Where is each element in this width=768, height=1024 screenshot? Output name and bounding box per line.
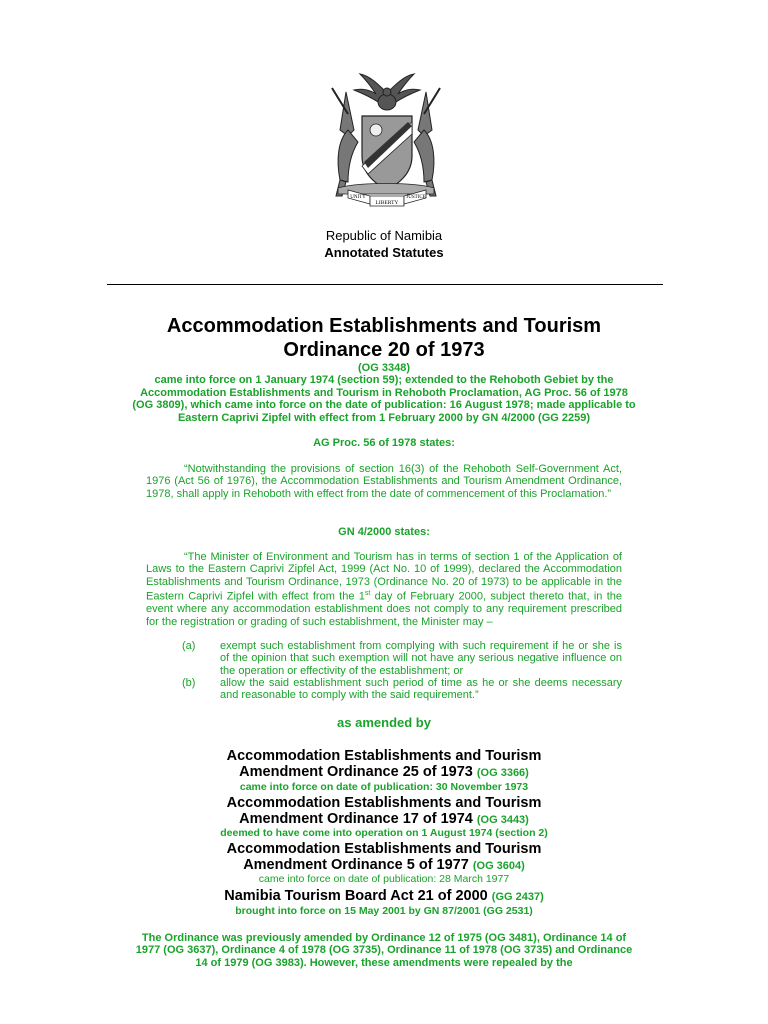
commencement-line: Eastern Caprivi Zipfel with effect from 1 February 2000 by GN 4/2000 (GG 2259) [177,411,591,424]
as-amended-heading: as amended by [337,715,431,730]
ag-proc-heading: AG Proc. 56 of 1978 states: [313,437,455,449]
svg-text:JUSTICE: JUSTICE [406,195,426,200]
title-line-2: Ordinance 20 of 1973 [283,339,485,361]
previous-amendments-paragraph: The Ordinance was previously amended by Ordinance 12 of 1975 (OG 3481), Ordinance 14 of 1977 (OG 3637), Ordinance 4 of 1978 (OG 3735), Ordinance 11 of 1978 (OG 3735) and Ordinance 14 of 1979 (OG 3983). However, these amendments were repealed by the [135,932,633,969]
amendment-title-line-2: Amendment Ordinance 25 of 1973 [239,764,473,780]
ag-proc-quote [146,463,622,500]
amendment-note: came into force on date of publication: 28 March 1977 [258,873,510,885]
republic-heading: Republic of Namibia [325,228,443,243]
gn-item-text: exempt such establishment from complying with such requirement if he or she is of the opinion that such exemption will not have any serious negative influence on the operation or effectivity of the establishment; or [220,640,622,677]
amendment-og-ref: (GG 2437) [491,891,544,903]
annotated-statutes-heading: Annotated Statutes [324,245,444,260]
amendment-title-line-2: Namibia Tourism Board Act 21 of 2000 [224,888,488,904]
gn-quote-text: “The Minister of Environment and Tourism has in terms of section 1 of the Application of Laws to the Eastern Caprivi Zipfel Act, 1999 (Act No. 10 of 1999), declared the Accommodation Establishments and Tourism Ordinance, 1973 (Ordinance No. 20 of 1973) to be applicable in the Eastern Caprivi Zipfel with effect from the 1 [146,551,622,603]
svg-text:LIBERTY: LIBERTY [375,200,399,206]
amendment-og-ref: (OG 3604) [472,860,525,872]
document-title [100,314,668,362]
amendment-title-line-1: Accommodation Establishments and Tourism [226,841,542,857]
gn-item-text: allow the said establishment such period of time as he or she deems necessary and reasonable to comply with the said requirement.” [220,677,622,702]
gn-quote [146,551,622,628]
commencement-line: (OG 3809), which came into force on the date of publication: 16 August 1978; made applicable to [132,399,636,412]
header-divider [107,284,663,285]
svg-text:UNITY: UNITY [350,195,366,200]
amendment-note: deemed to have come into operation on 1 August 1974 (section 2) [220,827,548,839]
gn-quote-text-cont: day of February 2000, subject thereto that, in the event where any accommodation establishment does not comply to any requirement prescribed for the registration or grading of such establishment, the Minister may – [146,590,622,628]
amendment-title-line-1: Accommodation Establishments and Tourism [226,795,542,811]
gn-list-item [182,677,622,702]
amendment-note: brought into force on 15 May 2001 by GN 87/2001 (GG 2531) [235,905,533,917]
amendment-title [100,795,668,828]
amendment-title-line-2: Amendment Ordinance 17 of 1974 [239,811,473,827]
amendment-title-line-2: Amendment Ordinance 5 of 1977 [243,857,469,873]
amendment-title [100,841,668,874]
amendment-note: came into force on date of publication: 30 November 1973 [239,781,529,793]
gn-heading: GN 4/2000 states: [338,526,430,538]
amendment-title [100,748,668,781]
coat-of-arms-logo [318,70,454,210]
gn-item-label: (a) [182,640,196,652]
og-reference: (OG 3348) [358,362,410,374]
title-line-1: Accommodation Establishments and Tourism [166,315,602,337]
gn-quote-superscript: st [364,590,371,598]
amendment-title-line-1: Accommodation Establishments and Tourism [226,748,542,764]
gn-item-label: (b) [182,677,196,689]
amendment-og-ref: (OG 3366) [476,767,529,779]
commencement-line: came into force on 1 January 1974 (section 59); extended to the Rehoboth Gebiet by the [154,374,614,387]
commencement-line: Accommodation Establishments and Tourism in Rehoboth Proclamation, AG Proc. 56 of 1978 [140,386,628,399]
ag-proc-quote-text: “Notwithstanding the provisions of section 16(3) of the Rehoboth Self-Government Act, 1976 (Act 56 of 1976), the Accommodation Establishments and Tourism Amendment Ordinance, 1978, shall apply in Rehoboth with effect from the date of commencement of this Proclamation.” [146,463,622,500]
amendment-title [100,888,668,905]
gn-list-item [182,640,622,677]
amendment-og-ref: (OG 3443) [476,814,529,826]
